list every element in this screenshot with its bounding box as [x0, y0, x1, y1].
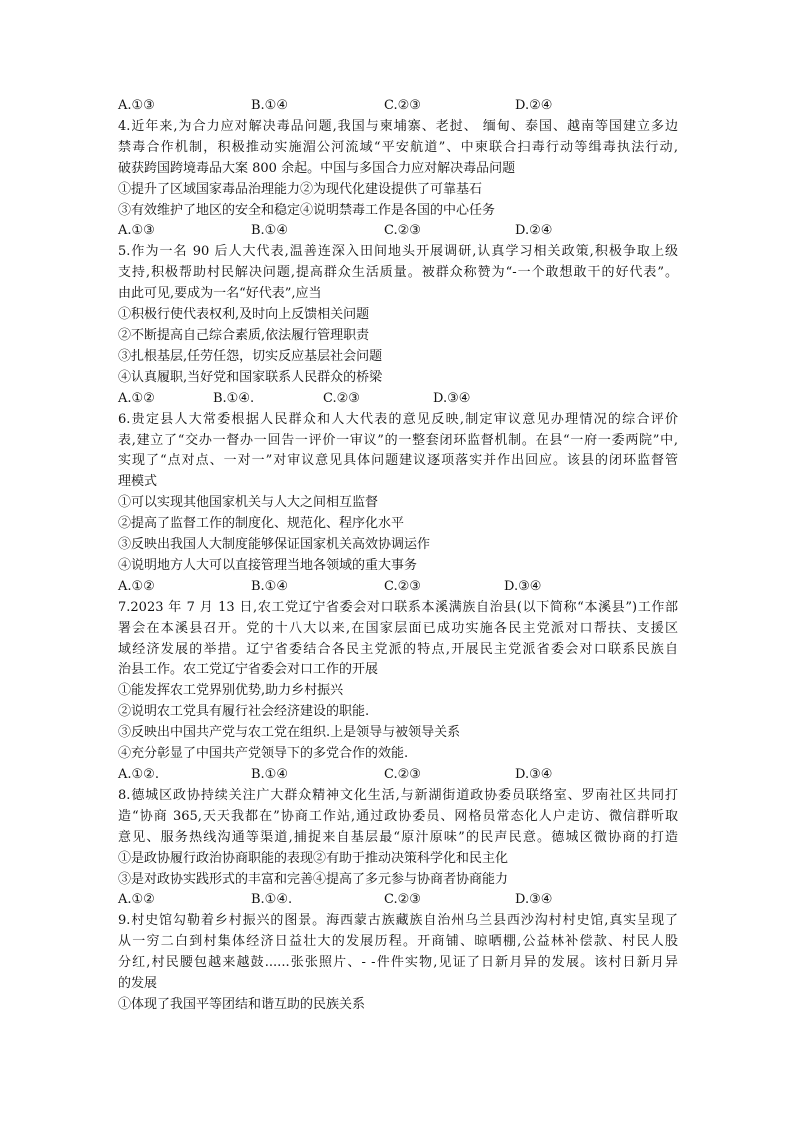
q8-option-c: C.②③	[384, 892, 421, 908]
q5-option-d: D.③④	[433, 390, 471, 406]
q7-stem-line: 治县工作。农工党辽宁省委会对口工作的开展	[118, 662, 379, 678]
q7-item: ④充分彰显了中国共产党领导下的多党合作的效能.	[118, 746, 409, 762]
q9-stem-line: 从一穷二白到村集体经济日益壮大的发展历程。开商铺、晾晒棚,公益林补偿款、村民人股	[118, 934, 678, 950]
q9-stem-line: 的发展	[118, 976, 158, 992]
q5-item: ③扎根基层,任劳任怨，切实反应基层社会问题	[118, 348, 383, 364]
q6-item: ②提高了监督工作的制度化、规范化、程序化水平	[118, 516, 405, 532]
q6-options	[118, 577, 678, 598]
q6-option-b: B.①④	[251, 578, 288, 594]
q3-options	[118, 96, 678, 117]
q8-option-b: B.①④.	[251, 892, 293, 908]
q6-stem-line: 6.贵定县人大常委根据人民群众和人大代表的意见反映,制定审议意见办理情况的综合评价	[118, 411, 678, 427]
q5-option-b: B.①④.	[213, 390, 255, 406]
q7-option-d: D.③④	[515, 767, 553, 782]
q6-option-c: C.②③	[384, 578, 421, 594]
q3-option-c: C.②③	[384, 98, 421, 113]
q8-option-a: A.①②	[118, 892, 155, 908]
q7-stem-line: 署会在本溪县召开。党的十八大以来,在国家层面已成功实施各民主党派对口帮扶、支援区	[118, 620, 678, 636]
q8-option-d: D.③④	[515, 892, 553, 908]
q4-stem-line: 破获跨国跨境毒品大案 800 余起。中国与多国合力应对解决毒品问题	[118, 160, 516, 176]
q3-option-a: A.①③	[118, 98, 155, 113]
question-6	[118, 410, 678, 598]
q8-item: ③是对政协实践形式的丰富和完善④提高了多元参与协商者协商能力	[118, 871, 509, 887]
q4-stem-line: 禁毒合作机制，积极推动实施湄公河流域“平安航道”、中柬联合扫毒行动等缉毒执法行动,	[118, 139, 678, 155]
question-9	[118, 911, 678, 1016]
q6-item: ④说明地方人大可以直接管理当地各领域的重大事务	[118, 557, 418, 573]
q9-stem-line: 9.村史馆勾勒着乡村振兴的图景。海西蒙古族藏族自治州乌兰县西沙沟村村史馆,真实呈现了	[118, 913, 678, 929]
question-8	[118, 786, 678, 911]
q5-option-a: A.①②	[118, 390, 155, 406]
q8-options	[118, 890, 678, 911]
q4-option-a: A.①③	[118, 223, 155, 239]
q6-stem-line: 表,建立了“交办一督办一回告一评价一审议”的一整套闭环监督机制。在县“一府一委两院”中,	[118, 432, 678, 448]
q8-stem-line: 意见、服务热线沟通等渠道,捕捉来自基层最“原汁原味”的民声民意。德城区微协商的打造	[118, 829, 678, 845]
q5-stem-line: 5.作为一名 90 后人大代表,温善连深入田间地头开展调研,认真学习相关政策,积极争取上级	[118, 244, 678, 260]
q7-item: ①能发挥农工党界别优势,助力乡村振兴	[118, 683, 344, 699]
q5-stem-line: 支持,积极帮助村民解决问题,提高群众生活质量。被群众称赞为“-一个敢想敢干的好代表”。	[118, 265, 678, 281]
q5-options	[118, 389, 678, 410]
q7-item: ③反映出中国共产党与农工党在组织.上是领导与被领导关系	[118, 725, 461, 741]
q9-stem-line: 分红,村民腰包越来越鼓......张张照片、- -件件实物,见证了日新月异的发展。该村日新月异	[118, 955, 678, 971]
q5-stem-line: 由此可见,要成为一名“好代表”,应当	[118, 286, 322, 302]
q6-item: ③反映出我国人大制度能够保证国家机关高效协调运作	[118, 537, 431, 553]
q4-option-c: C.②③	[384, 223, 421, 239]
q4-stem-line: 4.近年来,为合力应对解决毒品问题,我国与柬埔寨、老挝、 缅甸、泰国、越南等国建立多边	[118, 118, 678, 134]
q5-item: ②不断提高自己综合素质,依法履行管理职责	[118, 327, 370, 343]
q4-item: ①提升了区域国家毒品治理能力②为现代化建设提供了可靠基石	[118, 181, 483, 197]
q7-option-b: B.①④	[251, 767, 288, 782]
q3-option-d: D.②④	[515, 98, 553, 113]
q4-option-b: B.①④	[251, 223, 288, 239]
q6-stem-line: 理模式	[118, 474, 158, 490]
q6-stem-line: 实现了“点对点、一对一”对审议意见具体问题建议逐项落实并作出回应。该县的闭环监督管	[118, 453, 678, 469]
q4-option-d: D.②④	[515, 223, 553, 239]
q8-stem-line: 8.德城区政协持续关注广大群众精神文化生活,与新湖街道政协委员联络室、罗南社区共同打	[118, 787, 678, 803]
q7-option-c: C.②③	[384, 767, 421, 782]
q7-options	[118, 765, 678, 786]
q4-options	[118, 221, 678, 242]
question-7	[118, 598, 678, 786]
q7-item: ②说明农工党具有履行社会经济建设的职能.	[118, 704, 370, 720]
q5-item: ①积极行使代表权利,及时向上反馈相关问题	[118, 307, 370, 323]
q8-stem-line: 造“协商 365,天天我都在”协商工作站,通过政协委员、网格员常态化人户走访、微信群听取	[118, 808, 678, 824]
q7-stem-line: 7.2023 年 7 月 13 日,农工党辽宁省委会对口联系本溪满族自治县(以下简称“本溪县”)工作部	[118, 599, 678, 615]
q6-option-a: A.①②	[118, 578, 155, 594]
exam-page	[118, 96, 678, 1016]
q5-item: ④认真履职,当好党和国家联系人民群众的桥梁	[118, 369, 383, 385]
q5-option-c: C.②③	[323, 390, 360, 406]
q7-stem-line: 域经济发展的举措。辽宁省委结合各民主党派的特点,开展民主党派省委会对口联系民族自	[118, 641, 678, 657]
question-5	[118, 242, 678, 409]
question-4	[118, 117, 678, 242]
q6-item: ①可以实现其他国家机关与人大之间相互监督	[118, 495, 379, 511]
q8-item: ①是政协履行政治协商职能的表现②有助于推动决策科学化和民主化	[118, 850, 509, 866]
q3-option-b: B.①④	[251, 98, 288, 113]
q9-item: ①体现了我国平等团结和谐互助的民族关系	[118, 996, 366, 1012]
q4-item: ③有效维护了地区的安全和稳定④说明禁毒工作是各国的中心任务	[118, 202, 496, 218]
q7-option-a: A.①②.	[118, 767, 159, 782]
q6-option-d: D.③④	[504, 578, 542, 594]
